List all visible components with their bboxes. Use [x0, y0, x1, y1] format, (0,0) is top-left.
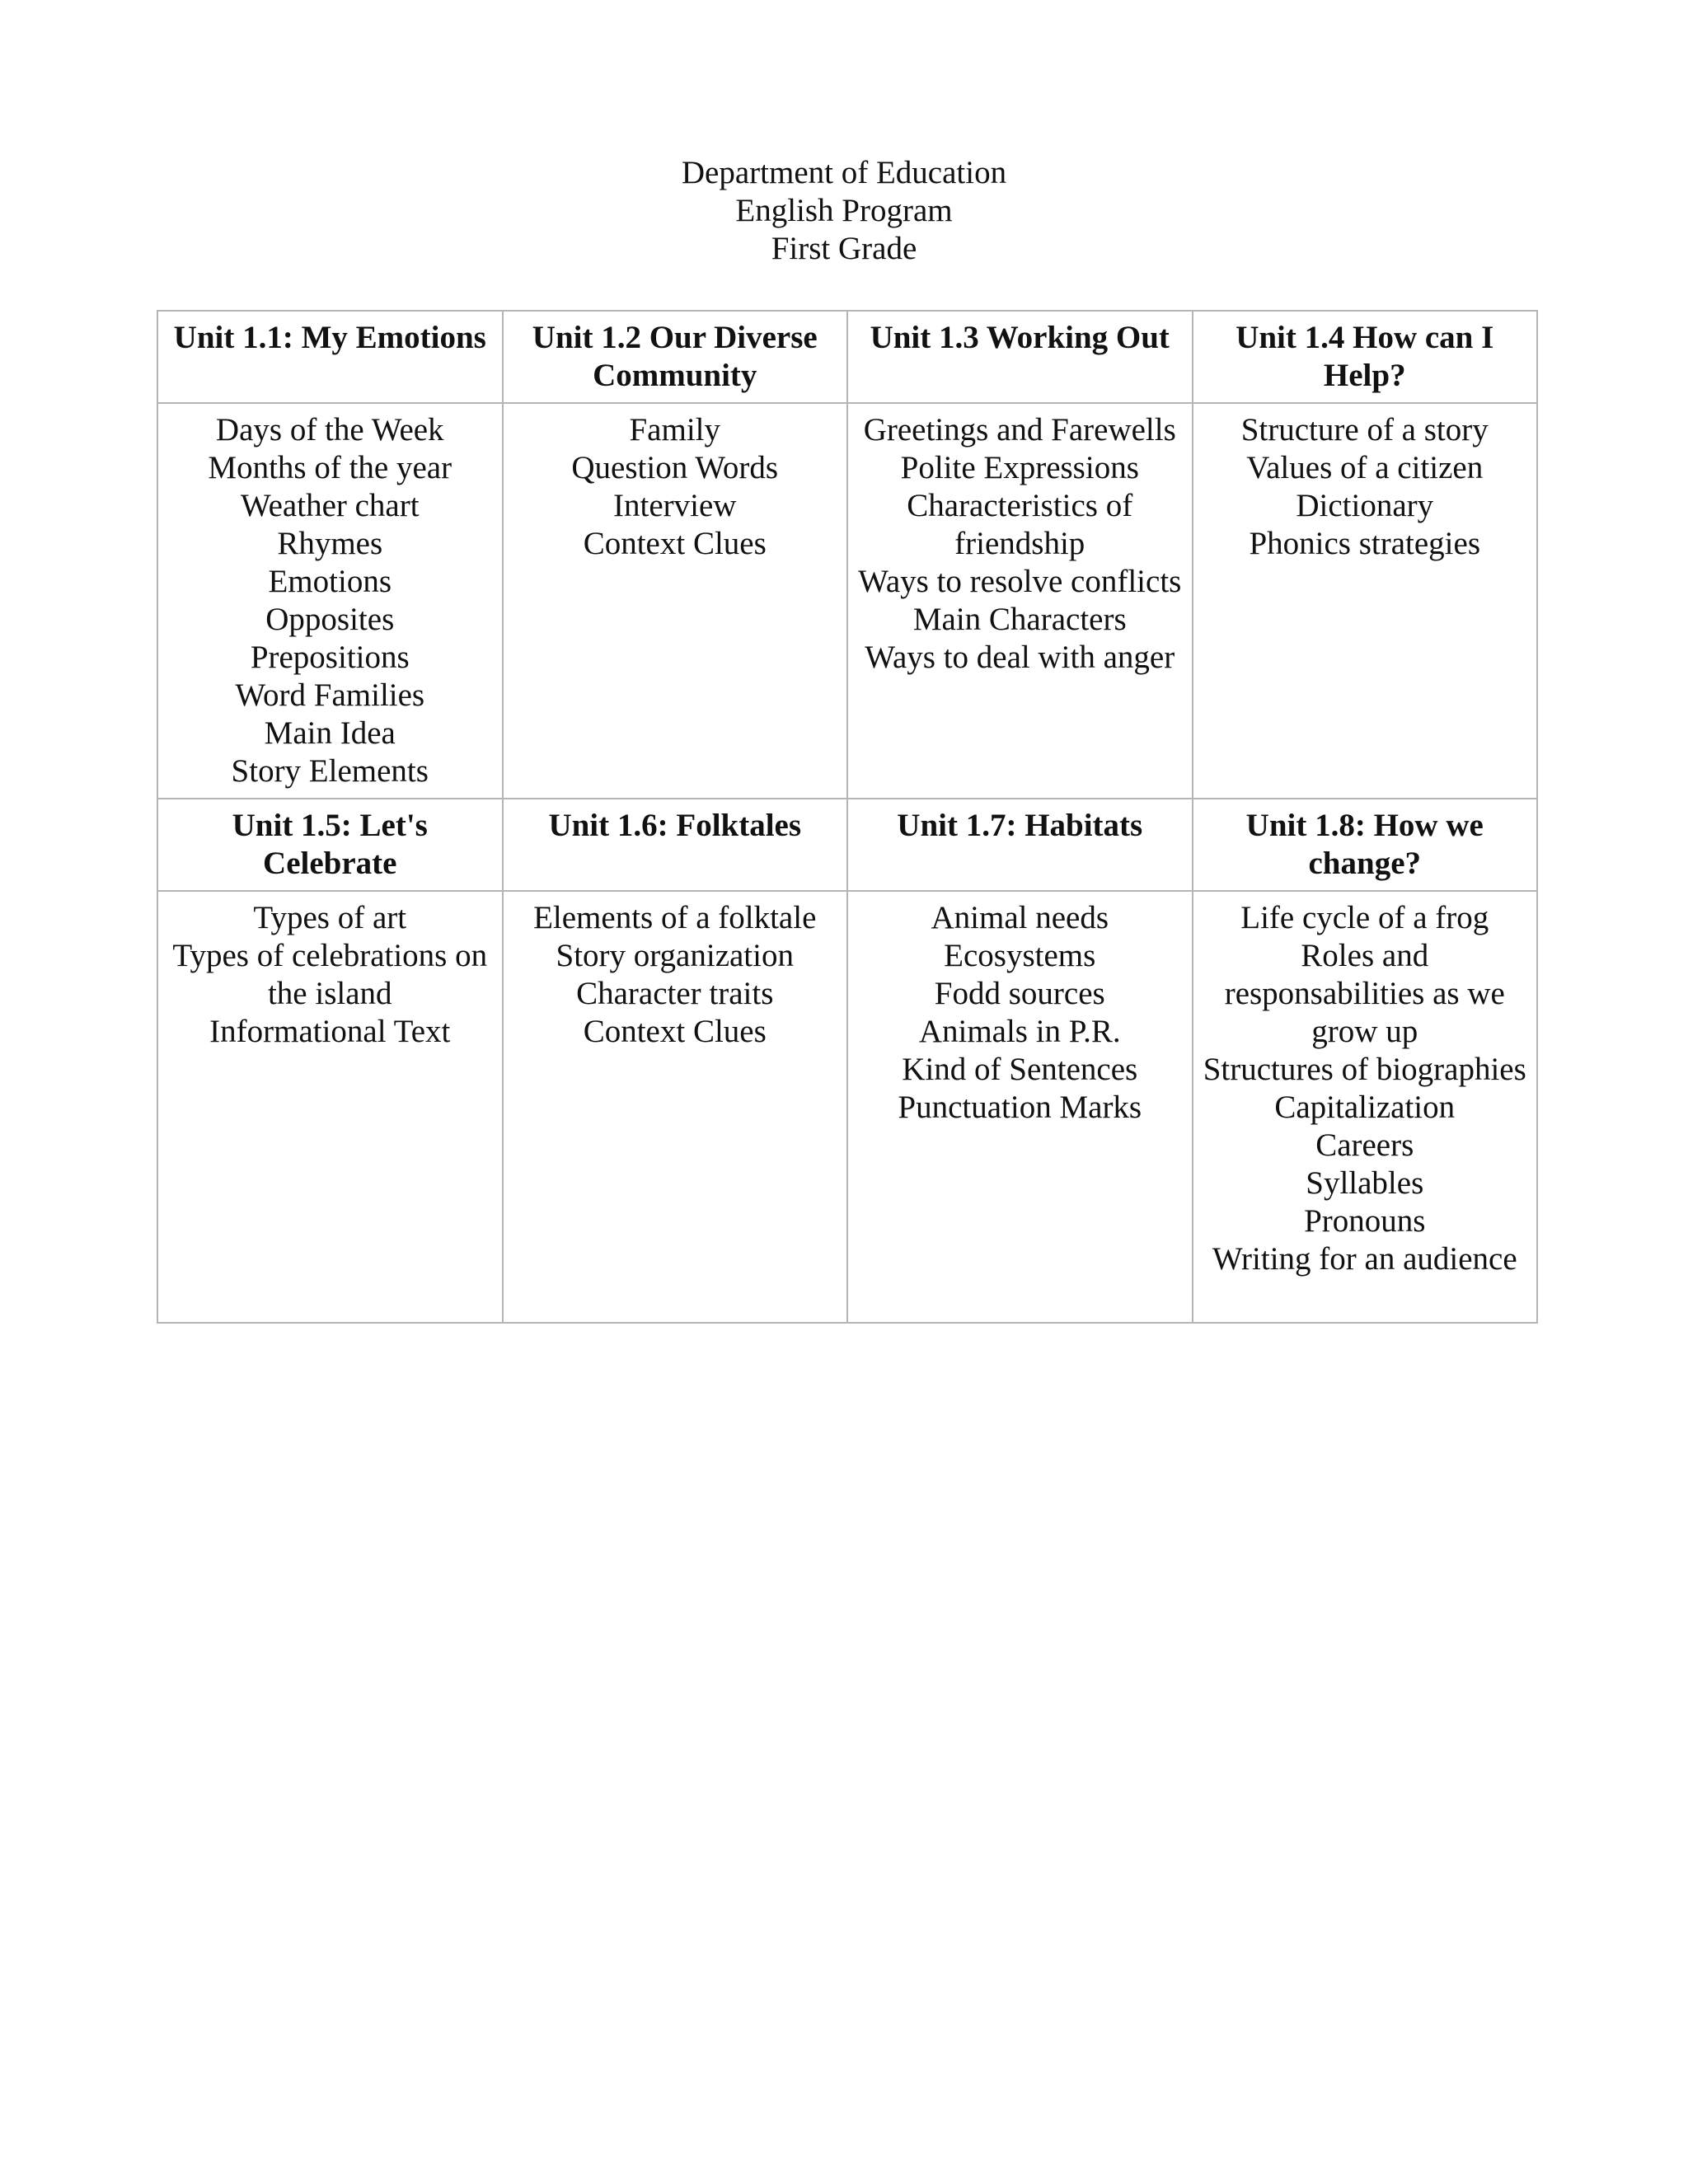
topic-item: Elements of a folktale	[533, 900, 817, 935]
topic-item: Informational Text	[209, 1014, 451, 1049]
topic-item: Values of a citizen	[1246, 450, 1484, 485]
topic-item: Careers	[1315, 1127, 1414, 1163]
topic-item: Polite Expressions	[900, 450, 1139, 485]
program-title: English Program	[735, 193, 953, 228]
topic-item: Roles and responsabilities as we grow up	[1224, 938, 1505, 1049]
document-header	[0, 154, 1688, 268]
unit-title-row	[157, 311, 1537, 403]
unit-title-1-7: Unit 1.7: Habitats	[847, 799, 1193, 891]
unit-topics-1-7	[847, 891, 1193, 1323]
unit-topics-1-8	[1193, 891, 1538, 1323]
topic-item: Characteristics of friendship	[907, 488, 1133, 561]
grade-title: First Grade	[771, 231, 917, 266]
topic-item: Weather chart	[240, 488, 420, 523]
unit-title-1-6: Unit 1.6: Folktales	[503, 799, 848, 891]
topic-item: Question Words	[571, 450, 779, 485]
topic-item: Dictionary	[1296, 488, 1434, 523]
department-title: Department of Education	[681, 155, 1007, 190]
topic-item: Family	[629, 412, 720, 448]
topic-item: Rhymes	[277, 526, 383, 561]
unit-title-1-2: Unit 1.2 Our Diverse Community	[503, 311, 848, 403]
topic-item: Main Characters	[912, 602, 1127, 637]
unit-title-1-4: Unit 1.4 How can I Help?	[1193, 311, 1538, 403]
unit-title-1-5: Unit 1.5: Let's Celebrate	[157, 799, 503, 891]
topic-item: Days of the Week	[215, 412, 444, 448]
units-table	[157, 310, 1538, 1324]
topic-item: Animals in P.R.	[918, 1014, 1121, 1049]
topic-item: Life cycle of a frog	[1240, 900, 1489, 935]
topic-item: Story organization	[556, 938, 794, 973]
unit-topics-row	[157, 891, 1537, 1323]
unit-title-1-1: Unit 1.1: My Emotions	[157, 311, 503, 403]
topic-item: Word Families	[235, 677, 425, 713]
topic-item: Ways to deal with anger	[865, 640, 1175, 675]
topic-item: Structure of a story	[1240, 412, 1489, 448]
topic-item: Writing for an audience	[1212, 1241, 1517, 1277]
unit-title-1-8: Unit 1.8: How we change?	[1193, 799, 1538, 891]
topic-item: Emotions	[268, 564, 392, 599]
topic-item: Context Clues	[583, 1014, 767, 1049]
topic-item: Ways to resolve conflicts	[858, 564, 1182, 599]
topic-item: Capitalization	[1274, 1090, 1456, 1125]
topic-item: Kind of Sentences	[902, 1052, 1138, 1087]
unit-topics-1-1	[157, 403, 503, 799]
topic-item: Syllables	[1306, 1165, 1424, 1201]
topic-item: Pronouns	[1304, 1203, 1426, 1239]
topic-item: Ecosystems	[944, 938, 1096, 973]
unit-topics-1-2	[503, 403, 848, 799]
topic-item: Fodd sources	[934, 976, 1105, 1011]
topic-item: Structures of biographies	[1203, 1052, 1526, 1087]
topic-item: Main Idea	[264, 715, 396, 751]
topic-item: Types of art	[253, 900, 407, 935]
topic-item: Months of the year	[208, 450, 452, 485]
unit-title-1-3: Unit 1.3 Working Out	[847, 311, 1193, 403]
topic-item: Animal needs	[931, 900, 1109, 935]
unit-topics-1-5	[157, 891, 503, 1323]
topic-item: Prepositions	[250, 640, 410, 675]
unit-topics-1-3	[847, 403, 1193, 799]
unit-topics-row	[157, 403, 1537, 799]
topic-item: Types of celebrations on the island	[172, 938, 488, 1011]
unit-topics-1-6	[503, 891, 848, 1323]
topic-item: Punctuation Marks	[898, 1090, 1142, 1125]
topic-item: Opposites	[265, 602, 395, 637]
topic-item: Phonics strategies	[1249, 526, 1481, 561]
topic-item: Context Clues	[583, 526, 767, 561]
topic-item: Character traits	[576, 976, 774, 1011]
topic-item: Interview	[613, 488, 737, 523]
topic-item: Story Elements	[231, 753, 429, 789]
unit-topics-1-4	[1193, 403, 1538, 799]
topic-item: Greetings and Farewells	[863, 412, 1176, 448]
unit-title-row	[157, 799, 1537, 891]
